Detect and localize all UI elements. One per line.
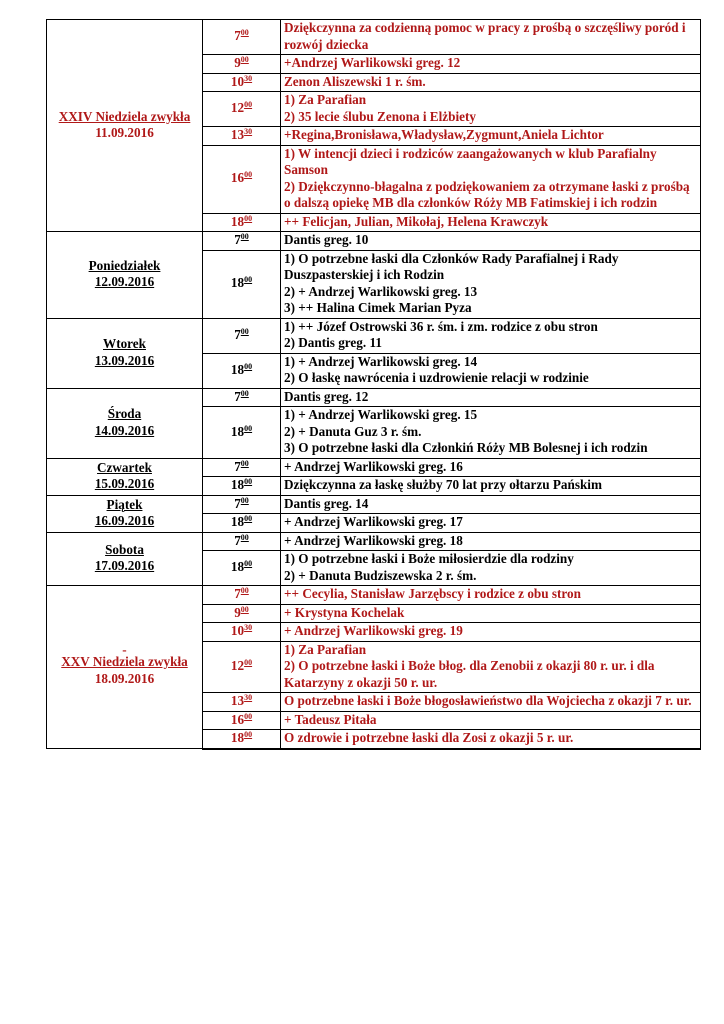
mass-time	[203, 604, 281, 623]
mass-hour: 10	[230, 623, 245, 638]
day-cell	[47, 458, 203, 495]
mass-intention: + Andrzej Warlikowski greg. 19	[281, 623, 701, 642]
day-name: Poniedziałek	[88, 257, 161, 273]
mass-intention: Dantis greg. 14	[281, 495, 701, 514]
day-date: 14.09.2016	[94, 422, 155, 438]
mass-hour: 7	[234, 232, 241, 247]
mass-row	[47, 318, 701, 353]
day-cell	[47, 586, 203, 749]
mass-row	[47, 20, 701, 55]
mass-intention: 1) + Andrzej Warlikowski greg. 15 2) + Danuta Guz 3 r. śm. 3) O potrzebne łaski dla Członkiń Róży MB Bolesnej i ich rodzin	[281, 407, 701, 459]
mass-intention: + Andrzej Warlikowski greg. 17	[281, 514, 701, 533]
mass-hour: 18	[230, 477, 245, 492]
mass-intention: Dantis greg. 10	[281, 232, 701, 251]
day-date: 18.09.2016	[94, 670, 155, 686]
mass-row	[47, 495, 701, 514]
day-date: 15.09.2016	[94, 476, 155, 491]
mass-hour: 18	[230, 213, 245, 229]
mass-hour: 7	[234, 495, 241, 511]
mass-time	[203, 145, 281, 213]
day-cell	[47, 232, 203, 319]
mass-hour: 12	[230, 658, 245, 673]
mass-hour: 18	[230, 361, 245, 377]
mass-hour: 12	[230, 100, 245, 116]
mass-time	[203, 551, 281, 586]
mass-time	[203, 55, 281, 74]
mass-intention: + Andrzej Warlikowski greg. 16	[281, 458, 701, 477]
mass-minutes: 30	[244, 623, 253, 632]
mass-time	[203, 495, 281, 514]
mass-time	[203, 388, 281, 407]
mass-hour: 7	[234, 458, 241, 474]
mass-time	[203, 127, 281, 146]
mass-intention: Zenon Aliszewski 1 r. śm.	[281, 73, 701, 92]
day-cell	[47, 388, 203, 458]
mass-minutes: 00	[240, 532, 249, 542]
mass-hour: 18	[230, 423, 245, 439]
mass-time	[203, 20, 281, 55]
mass-hour: 9	[234, 55, 241, 70]
mass-minutes: 00	[240, 232, 249, 241]
mass-time	[203, 477, 281, 496]
mass-minutes: 00	[244, 658, 253, 667]
mass-time	[203, 458, 281, 477]
mass-intention: O potrzebne łaski i Boże błogosławieństwo dla Wojciecha z okazji 7 r. ur.	[281, 693, 701, 712]
mass-hour: 7	[234, 586, 241, 601]
mass-hour: 16	[230, 170, 245, 186]
mass-intention: 1) Za Parafian 2) 35 lecie ślubu Zenona i Elżbiety	[281, 92, 701, 127]
mass-intention: O zdrowie i potrzebne łaski dla Zosi z okazji 5 r. ur.	[281, 730, 701, 749]
mass-minutes: 00	[244, 423, 253, 433]
mass-time	[203, 586, 281, 605]
mass-hour: 7	[234, 388, 241, 404]
mass-minutes: 00	[244, 730, 253, 739]
mass-time	[203, 213, 281, 232]
mass-row	[47, 532, 701, 551]
mass-hour: 7	[234, 326, 241, 342]
day-date: 13.09.2016	[94, 352, 155, 368]
mass-row	[47, 232, 701, 251]
mass-hour: 18	[230, 275, 245, 291]
day-name: Wtorek	[103, 336, 146, 351]
mass-hour: 16	[230, 711, 245, 727]
mass-intention: 1) Za Parafian 2) O potrzebne łaski i Boże błog. dla Zenobii z okazji 80 r. ur. i dla Katarzyny z okazji 50 r. ur.	[281, 641, 701, 693]
mass-intention: Dantis greg. 12	[281, 388, 701, 407]
mass-minutes: 00	[240, 604, 249, 614]
mass-time	[203, 623, 281, 642]
day-name: Piątek	[106, 496, 143, 512]
day-date: 17.09.2016	[94, 558, 155, 574]
mass-intention: 1) + Andrzej Warlikowski greg. 14 2) O łaskę nawrócenia i uzdrowienie relacji w rodzinie	[281, 353, 701, 388]
day-cell	[47, 495, 203, 532]
mass-minutes: 30	[244, 73, 253, 83]
day-cell	[47, 532, 203, 586]
mass-hour: 7	[234, 532, 241, 548]
day-name: Sobota	[105, 541, 144, 557]
mass-time	[203, 730, 281, 749]
mass-minutes: 00	[244, 559, 253, 569]
mass-intention: ++ Felicjan, Julian, Mikołaj, Helena Krawczyk	[281, 213, 701, 232]
day-name: Czwartek	[97, 459, 152, 475]
mass-intention: + Tadeusz Pitała	[281, 711, 701, 730]
mass-minutes: 00	[240, 495, 249, 505]
mass-hour: 13	[230, 127, 245, 142]
mass-intention: + Krystyna Kochelak	[281, 604, 701, 623]
day-name: Środa	[107, 406, 142, 421]
day-date: 12.09.2016	[94, 274, 155, 290]
mass-minutes: 00	[244, 514, 253, 523]
mass-time	[203, 407, 281, 459]
mass-hour: 18	[230, 559, 245, 575]
mass-minutes: 00	[244, 361, 253, 371]
mass-row	[47, 388, 701, 407]
mass-minutes: 30	[244, 127, 253, 136]
day-date: 16.09.2016	[94, 513, 155, 528]
mass-intention: 1) O potrzebne łaski dla Członków Rady Parafialnej i Rady Duszpasterskiej i ich Rodzin 2) + Andrzej Warlikowski greg. 13 3) ++ Halina Cimek Marian Pyza	[281, 250, 701, 318]
day-cell	[47, 20, 203, 232]
day-name: XXIV Niedziela zwykła	[58, 108, 191, 124]
mass-minutes: 30	[244, 693, 253, 702]
mass-hour: 18	[230, 514, 245, 529]
mass-time	[203, 92, 281, 127]
mass-time	[203, 232, 281, 251]
mass-time	[203, 250, 281, 318]
mass-time	[203, 711, 281, 730]
day-cell	[47, 318, 203, 388]
day-prefix: -	[122, 642, 127, 657]
mass-intention: Dziękczynna za łaskę służby 70 lat przy ołtarzu Pańskim	[281, 477, 701, 496]
mass-intentions-table	[46, 19, 701, 750]
mass-time	[203, 353, 281, 388]
mass-minutes: 00	[244, 213, 253, 223]
mass-intention: ++ Cecylia, Stanisław Jarzębscy i rodzice z obu stron	[281, 586, 701, 605]
mass-minutes: 00	[240, 586, 249, 595]
mass-row	[47, 586, 701, 605]
mass-minutes: 00	[240, 458, 249, 468]
mass-hour: 13	[230, 693, 245, 708]
mass-minutes: 00	[240, 388, 249, 398]
mass-time	[203, 693, 281, 712]
mass-row	[47, 458, 701, 477]
mass-intention: 1) W intencji dzieci i rodziców zaangażowanych w klub Parafialny Samson 2) Dziękczynno-błagalna z podziękowaniem za otrzymane łaski z prośbą o dalszą opiekę MB dla członków Róży MB Fatimskiej i ich rodzin	[281, 145, 701, 213]
mass-minutes: 00	[244, 100, 253, 110]
schedule-body	[47, 20, 701, 749]
mass-intention: +Andrzej Warlikowski greg. 12	[281, 55, 701, 74]
mass-time	[203, 318, 281, 353]
mass-intention: 1) O potrzebne łaski i Boże miłosierdzie dla rodziny 2) + Danuta Budziszewska 2 r. śm.	[281, 551, 701, 586]
mass-hour: 9	[234, 604, 241, 620]
mass-minutes: 00	[240, 55, 249, 64]
day-name: XXV Niedziela zwykła	[61, 654, 188, 669]
mass-minutes: 00	[244, 170, 253, 180]
mass-minutes: 00	[240, 326, 249, 336]
mass-hour: 7	[234, 28, 241, 44]
mass-hour: 10	[230, 73, 245, 89]
mass-time	[203, 641, 281, 693]
mass-minutes: 00	[244, 477, 253, 486]
mass-hour: 18	[230, 730, 245, 745]
day-date: 11.09.2016	[95, 125, 154, 140]
mass-time	[203, 514, 281, 533]
mass-intention: + Andrzej Warlikowski greg. 18	[281, 532, 701, 551]
mass-minutes: 00	[244, 275, 253, 285]
mass-time	[203, 532, 281, 551]
mass-minutes: 00	[244, 711, 253, 721]
mass-intention: Dziękczynna za codzienną pomoc w pracy z prośbą o szczęśliwy poród i rozwój dziecka	[281, 20, 701, 55]
mass-intention: +Regina,Bronisława,Władysław,Zygmunt,Aniela Lichtor	[281, 127, 701, 146]
mass-time	[203, 73, 281, 92]
mass-intention: 1) ++ Józef Ostrowski 36 r. śm. i zm. rodzice z obu stron 2) Dantis greg. 11	[281, 318, 701, 353]
mass-minutes: 00	[240, 28, 249, 38]
